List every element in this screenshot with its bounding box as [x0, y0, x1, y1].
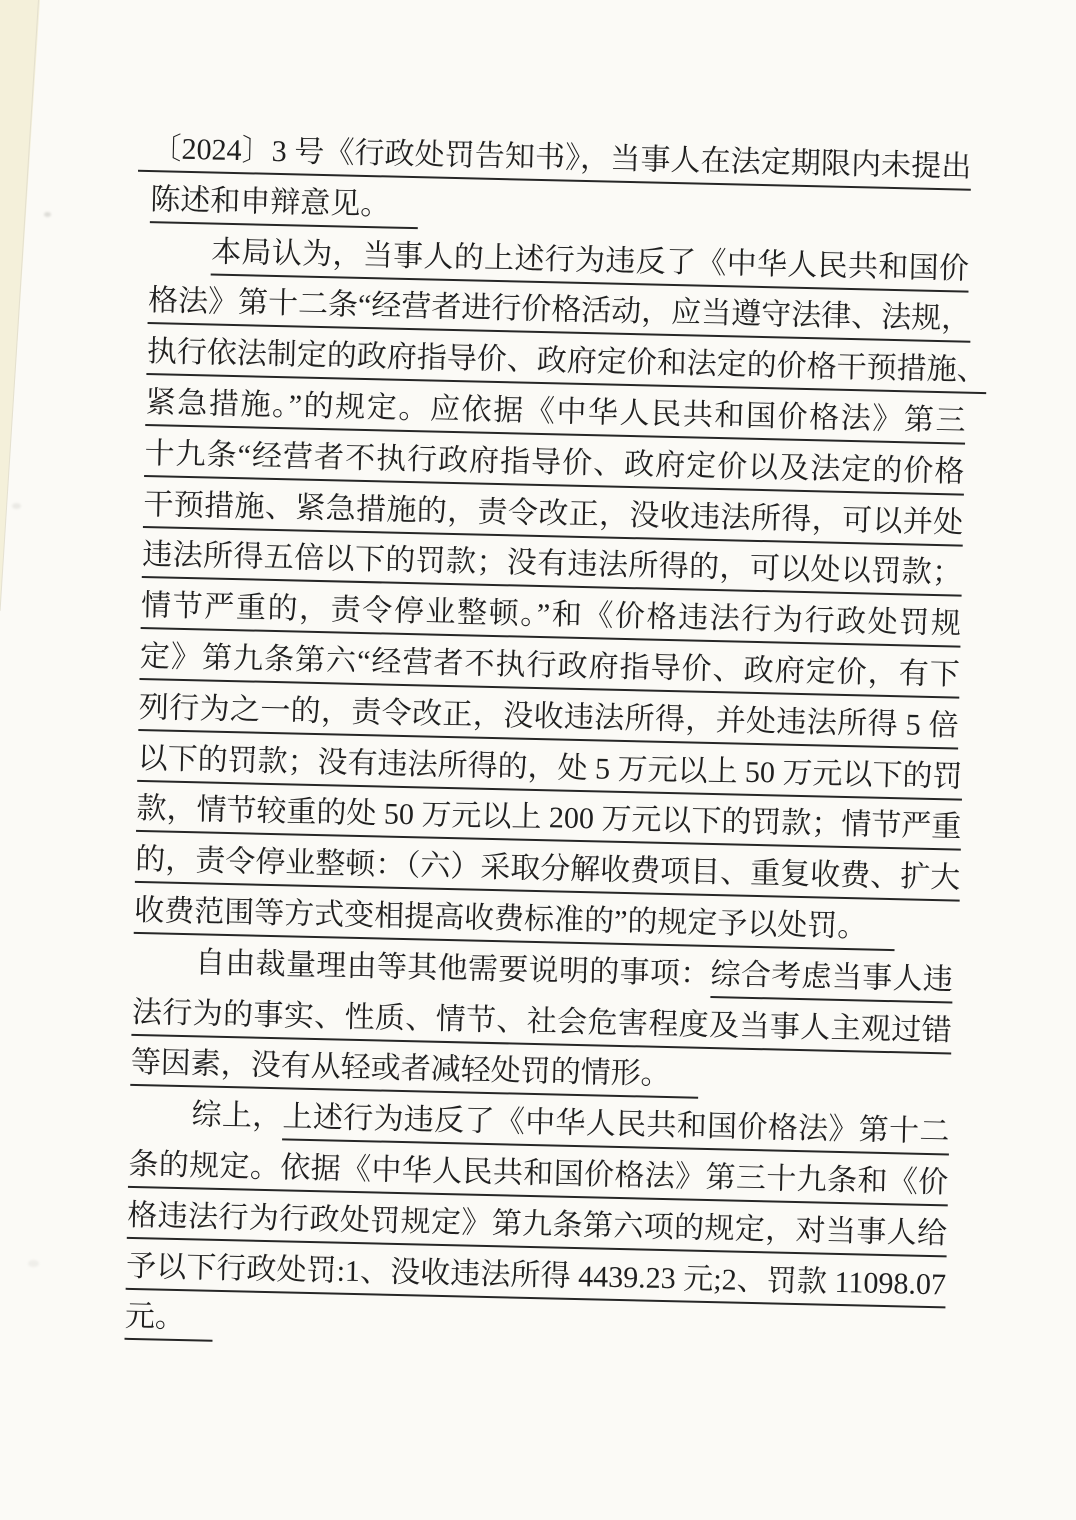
- underlined-text-segment: 条的规定。依据《中华人民共和国价格法》第三十九条和《价: [128, 1148, 949, 1207]
- underlined-text-segment: 干预措施、紧急措施的，责令改正，没收违法所得，可以并处: [143, 488, 964, 547]
- document-text-block: [124, 124, 988, 1361]
- scan-speck: [28, 1260, 39, 1267]
- underlined-text-segment: 列行为之一的，责令改正，没收违法所得，并处违法所得 5 倍: [138, 691, 959, 750]
- scan-speck: [44, 212, 51, 217]
- underlined-text-segment: 陈述和申辩意见。: [150, 183, 419, 229]
- underlined-text-segment: 法行为的事实、性质、情节、社会危害程度及当事人主观过错: [131, 995, 952, 1054]
- underlined-text-segment: 定》第九条第六“经营者不执行政府指导价、政府定价，有下: [139, 640, 960, 699]
- underlined-text-segment: 本局认为，当事人的上述行为违反了《中华人民共和国价: [211, 235, 970, 292]
- underlined-text-segment: 的，责令停业整顿：（六）采取分解收费项目、重复收费、扩大: [135, 843, 961, 902]
- underlined-text-segment: 以下的罚款；没有违法所得的，处 5 万元以上 50 万元以下的罚: [137, 742, 963, 801]
- underlined-text-segment: 予以下行政处罚:1、没收违法所得 4439.23 元;2、罚款 11098.07: [126, 1249, 947, 1308]
- underlined-text-segment: 情节严重的，责令停业整顿。”和《价格违法行为行政处罚规: [141, 589, 962, 648]
- underlined-text-segment: 等因素，没有从轻或者减轻处罚的情形。: [130, 1046, 699, 1099]
- underlined-text-segment: 违法所得五倍以下的罚款；没有违法所得的，可以处以罚款；: [142, 538, 963, 597]
- scan-speck: [12, 503, 21, 509]
- underlined-text-segment: 紧急措施。”的规定。应依据《中华人民共和国价格法》第三: [145, 386, 966, 445]
- plain-text-segment: 自由裁量理由等其他需要说明的事项：: [194, 946, 711, 991]
- underlined-text-segment: 格法》第十二条“经营者进行价格活动，应当遵守法律、法规，: [148, 284, 972, 343]
- underlined-text-segment: 元。: [124, 1300, 213, 1342]
- underlined-text-segment: 十九条“经营者不执行政府指导价、政府定价以及法定的价格: [144, 437, 965, 496]
- underlined-text-segment: 上述行为违反了《中华人民共和国价格法》第十二: [282, 1100, 950, 1155]
- underlined-text-segment: 款，情节较重的处 50 万元以上 200 万元以下的罚款；情节严重: [136, 792, 962, 851]
- plain-text-segment: 综上，: [191, 1098, 283, 1134]
- underlined-text-segment: 执行依法制定的政府指导价、政府定价和法定的价格干预措施、: [146, 335, 987, 394]
- underlined-text-segment: 格违法行为行政处罚规定》第九条第六项的规定，对当事人给: [127, 1199, 948, 1258]
- underlined-text-segment: 收费范围等方式变相提高收费标准的”的规定予以处罚。: [134, 894, 896, 951]
- underlined-text-segment: 综合考虑当事人违: [710, 958, 953, 1003]
- underlined-text-segment: 〔2024〕3 号《行政处罚告知书》，当事人在法定期限内未提出: [138, 132, 972, 191]
